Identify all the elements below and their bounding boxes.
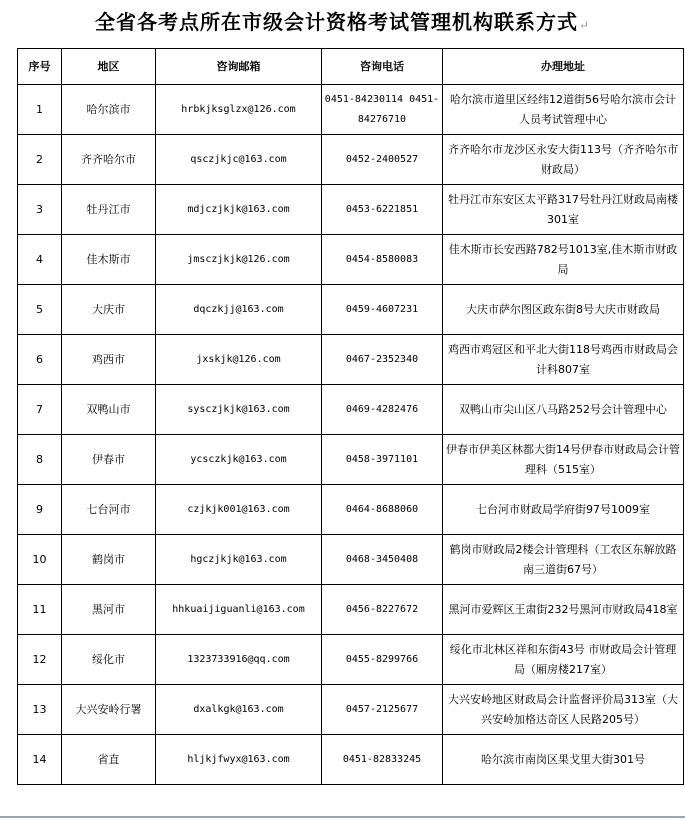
- cell-address: 牡丹江市东安区太平路317号牡丹江财政局南楼301室: [443, 185, 684, 235]
- table-row: [18, 185, 684, 235]
- cell-email: hljkjfwyx@163.com: [156, 735, 322, 785]
- cell-phone: 0453-6221851: [322, 185, 443, 235]
- cell-email: sysczjkjk@163.com: [156, 385, 322, 435]
- cell-phone: 0459-4607231: [322, 285, 443, 335]
- cell-address: 鹤岗市财政局2楼会计管理科（工农区东解放路南三道街67号）: [443, 535, 684, 585]
- table-row: [18, 235, 684, 285]
- cell-no: 13: [18, 685, 62, 735]
- cell-region: 大庆市: [62, 285, 156, 335]
- cell-no: 8: [18, 435, 62, 485]
- table-row: [18, 85, 684, 135]
- cell-address: 黑河市爱辉区王肃街232号黑河市财政局418室: [443, 585, 684, 635]
- cell-phone: 0469-4282476: [322, 385, 443, 435]
- cell-address: 哈尔滨市南岗区果戈里大街301号: [443, 735, 684, 785]
- header-email: 咨询邮箱: [156, 49, 322, 85]
- cell-no: 14: [18, 735, 62, 785]
- cell-email: jxskjk@126.com: [156, 335, 322, 385]
- cell-address: 大庆市萨尔图区政东街8号大庆市财政局: [443, 285, 684, 335]
- cell-phone: 0451-82833245: [322, 735, 443, 785]
- cell-address: 齐齐哈尔市龙沙区永安大街113号（齐齐哈尔市财政局）: [443, 135, 684, 185]
- cell-email: dqczkjj@163.com: [156, 285, 322, 335]
- cell-phone: 0468-3450408: [322, 535, 443, 585]
- cell-region: 大兴安岭行署: [62, 685, 156, 735]
- cell-no: 11: [18, 585, 62, 635]
- table-row: [18, 585, 684, 635]
- cell-region: 省直: [62, 735, 156, 785]
- table-row: [18, 285, 684, 335]
- cell-region: 七台河市: [62, 485, 156, 535]
- cell-region: 黑河市: [62, 585, 156, 635]
- cell-address: 双鸭山市尖山区八马路252号会计管理中心: [443, 385, 684, 435]
- cell-no: 3: [18, 185, 62, 235]
- cell-region: 齐齐哈尔市: [62, 135, 156, 185]
- cell-phone: 0452-2400527: [322, 135, 443, 185]
- cell-email: hrbkjksglzx@126.com: [156, 85, 322, 135]
- header-region: 地区: [62, 49, 156, 85]
- cell-email: hgczjkjk@163.com: [156, 535, 322, 585]
- cell-region: 伊春市: [62, 435, 156, 485]
- page-bottom-border: [0, 816, 685, 818]
- cell-address: 大兴安岭地区财政局会计监督评价局313室（大兴安岭加格达奇区人民路205号）: [443, 685, 684, 735]
- cell-phone: 0456-8227672: [322, 585, 443, 635]
- cell-phone: 0464-8688060: [322, 485, 443, 535]
- cell-region: 佳木斯市: [62, 235, 156, 285]
- cell-no: 10: [18, 535, 62, 585]
- header-address: 办理地址: [443, 49, 684, 85]
- contact-table: [17, 48, 684, 785]
- cell-no: 4: [18, 235, 62, 285]
- table-row: [18, 435, 684, 485]
- cell-no: 12: [18, 635, 62, 685]
- paragraph-mark-icon: ↵: [578, 18, 591, 32]
- table-row: [18, 485, 684, 535]
- cell-region: 双鸭山市: [62, 385, 156, 435]
- cell-no: 2: [18, 135, 62, 185]
- cell-region: 鹤岗市: [62, 535, 156, 585]
- cell-region: 哈尔滨市: [62, 85, 156, 135]
- cell-email: dxalkgk@163.com: [156, 685, 322, 735]
- cell-email: czjkjk001@163.com: [156, 485, 322, 535]
- table-row: [18, 385, 684, 435]
- cell-no: 5: [18, 285, 62, 335]
- cell-region: 鸡西市: [62, 335, 156, 385]
- cell-email: jmsczjkjk@126.com: [156, 235, 322, 285]
- table-header-row: [18, 49, 684, 85]
- header-phone: 咨询电话: [322, 49, 443, 85]
- cell-email: qsczjkjc@163.com: [156, 135, 322, 185]
- cell-no: 7: [18, 385, 62, 435]
- cell-region: 绥化市: [62, 635, 156, 685]
- cell-email: 1323733916@qq.com: [156, 635, 322, 685]
- header-no: 序号: [18, 49, 62, 85]
- table-row: [18, 335, 684, 385]
- cell-address: 哈尔滨市道里区经纬12道街56号哈尔滨市会计人员考试管理中心: [443, 85, 684, 135]
- cell-email: hhkuaijiguanli@163.com: [156, 585, 322, 635]
- cell-phone: 0451-84230114 0451-84276710: [322, 85, 443, 135]
- table-row: [18, 535, 684, 585]
- table-row: [18, 135, 684, 185]
- cell-no: 6: [18, 335, 62, 385]
- cell-phone: 0455-8299766: [322, 635, 443, 685]
- cell-address: 绥化市北林区祥和东街43号 市财政局会计管理局（厢房楼217室）: [443, 635, 684, 685]
- cell-no: 1: [18, 85, 62, 135]
- cell-address: 七台河市财政局学府街97号1009室: [443, 485, 684, 535]
- table-row: [18, 735, 684, 785]
- table-row: [18, 635, 684, 685]
- cell-no: 9: [18, 485, 62, 535]
- cell-email: ycsczkjk@163.com: [156, 435, 322, 485]
- cell-address: 鸡西市鸡冠区和平北大街118号鸡西市财政局会计科807室: [443, 335, 684, 385]
- cell-phone: 0457-2125677: [322, 685, 443, 735]
- page-title: 全省各考点所在市级会计资格考试管理机构联系方式↵: [94, 10, 591, 34]
- cell-email: mdjczjkjk@163.com: [156, 185, 322, 235]
- cell-phone: 0458-3971101: [322, 435, 443, 485]
- cell-address: 伊春市伊美区林都大街14号伊春市财政局会计管理科（515室）: [443, 435, 684, 485]
- cell-phone: 0454-8580083: [322, 235, 443, 285]
- table-row: [18, 685, 684, 735]
- cell-phone: 0467-2352340: [322, 335, 443, 385]
- cell-region: 牡丹江市: [62, 185, 156, 235]
- cell-address: 佳木斯市长安西路782号1013室,佳木斯市财政局: [443, 235, 684, 285]
